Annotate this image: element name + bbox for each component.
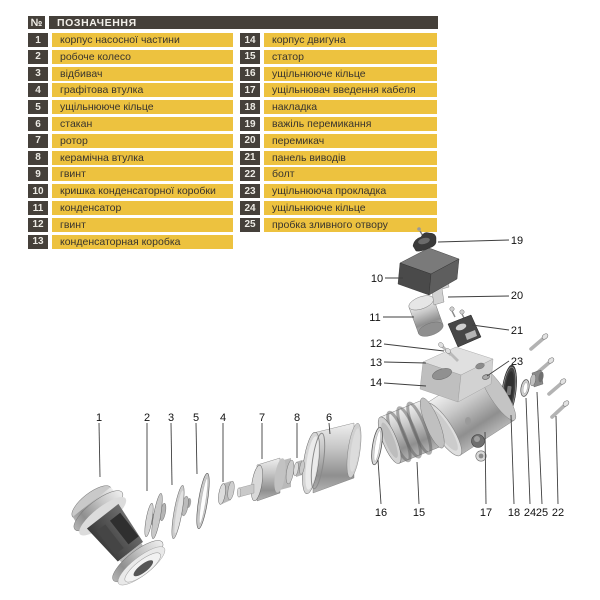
row-label: пробка зливного отвору	[264, 218, 437, 232]
row-label: відбивач	[52, 67, 233, 81]
callout-14: 14	[369, 377, 383, 389]
row-number: 21	[240, 151, 260, 165]
part-switch-lever	[413, 227, 436, 251]
callout-25: 25	[535, 507, 549, 519]
row-number: 10	[28, 184, 48, 198]
row-number: 20	[240, 134, 260, 148]
leader-line-5	[196, 423, 197, 474]
row-label: ущільнююче кільце	[52, 100, 233, 114]
table-header-designation: ПОЗНАЧЕННЯ	[49, 16, 438, 29]
callout-17: 17	[479, 507, 493, 519]
row-number: 14	[240, 33, 260, 47]
callout-21: 21	[510, 325, 524, 337]
table-header-number: №	[28, 16, 45, 29]
callout-11: 11	[369, 312, 381, 324]
callout-8: 8	[293, 412, 301, 424]
callout-23: 23	[510, 356, 524, 368]
row-label: ущільнююче кільце	[264, 201, 437, 215]
row-number: 23	[240, 184, 260, 198]
callout-22: 22	[551, 507, 565, 519]
callout-5: 5	[192, 412, 200, 424]
row-label: ущільнююча прокладка	[264, 184, 437, 198]
row-label: конденсатор	[52, 201, 233, 215]
leader-line-3	[171, 423, 172, 485]
leader-line-14	[384, 383, 426, 386]
leader-line-22	[556, 416, 558, 504]
row-number: 3	[28, 67, 48, 81]
part-seal-ring-16	[370, 427, 385, 466]
row-label: корпус насосної частини	[52, 33, 233, 47]
leader-line-19	[438, 240, 509, 242]
row-number: 8	[28, 151, 48, 165]
row-number: 9	[28, 167, 48, 181]
callout-24: 24	[523, 507, 537, 519]
row-number: 17	[240, 83, 260, 97]
row-number: 4	[28, 83, 48, 97]
leader-line-15	[417, 462, 419, 504]
row-label: графітова втулка	[52, 83, 233, 97]
row-number: 7	[28, 134, 48, 148]
part-deflector	[169, 485, 191, 540]
callout-10: 10	[370, 273, 384, 285]
row-number: 18	[240, 100, 260, 114]
part-seal-ring-24	[520, 379, 531, 397]
row-label: накладка	[264, 100, 437, 114]
row-label: керамічна втулка	[52, 151, 233, 165]
row-label: гвинт	[52, 167, 233, 181]
callout-7: 7	[258, 412, 266, 424]
row-number: 22	[240, 167, 260, 181]
row-label: стакан	[52, 117, 233, 131]
leader-line-24	[526, 398, 530, 504]
part-drain-plug	[529, 370, 544, 387]
leader-line-17	[485, 432, 486, 504]
row-label: панель виводів	[264, 151, 437, 165]
leader-line-13	[384, 362, 426, 363]
leader-line-18	[511, 415, 514, 504]
callout-3: 3	[167, 412, 175, 424]
row-label: гвинт	[52, 218, 233, 232]
row-label: ротор	[52, 134, 233, 148]
callout-13: 13	[369, 357, 383, 369]
row-number: 6	[28, 117, 48, 131]
leader-line-1	[99, 423, 100, 477]
row-label: перемикач	[264, 134, 437, 148]
row-label: ущільнювач введення кабеля	[264, 83, 437, 97]
leader-line-25	[537, 392, 542, 504]
row-label: робоче колесо	[52, 50, 233, 64]
part-capacitor-box-cover	[398, 248, 459, 295]
leader-line-12	[384, 344, 444, 351]
row-label: болт	[264, 167, 437, 181]
row-number: 19	[240, 117, 260, 131]
row-number: 25	[240, 218, 260, 232]
row-number: 13	[28, 235, 48, 249]
row-number: 24	[240, 201, 260, 215]
callout-6: 6	[325, 412, 333, 424]
row-label: статор	[264, 50, 437, 64]
leader-line-16	[378, 460, 381, 504]
callout-16: 16	[374, 507, 388, 519]
row-number: 16	[240, 67, 260, 81]
part-rotor	[237, 457, 295, 501]
row-label: корпус двигуна	[264, 33, 437, 47]
row-number: 15	[240, 50, 260, 64]
row-label: важіль перемикання	[264, 117, 437, 131]
callout-20: 20	[510, 290, 524, 302]
row-number: 12	[28, 218, 48, 232]
callout-19: 19	[510, 235, 524, 247]
part-impeller	[143, 493, 167, 540]
row-number: 5	[28, 100, 48, 114]
callout-1: 1	[95, 412, 103, 424]
row-label: кришка конденсаторної коробки	[52, 184, 233, 198]
callout-18: 18	[507, 507, 521, 519]
callout-15: 15	[412, 507, 426, 519]
row-label: конденсаторная коробка	[52, 235, 233, 249]
callout-12: 12	[369, 338, 383, 350]
part-graphite-bushing	[217, 481, 235, 505]
row-number: 2	[28, 50, 48, 64]
callout-4: 4	[219, 412, 227, 424]
part-terminal-panel	[448, 307, 481, 347]
row-number: 11	[28, 201, 48, 215]
leader-line-20	[448, 296, 509, 297]
part-seal-ring-5	[194, 473, 212, 530]
callout-2: 2	[143, 412, 151, 424]
part-can	[299, 422, 364, 494]
row-number: 1	[28, 33, 48, 47]
row-label: ущільнююче кільце	[264, 67, 437, 81]
